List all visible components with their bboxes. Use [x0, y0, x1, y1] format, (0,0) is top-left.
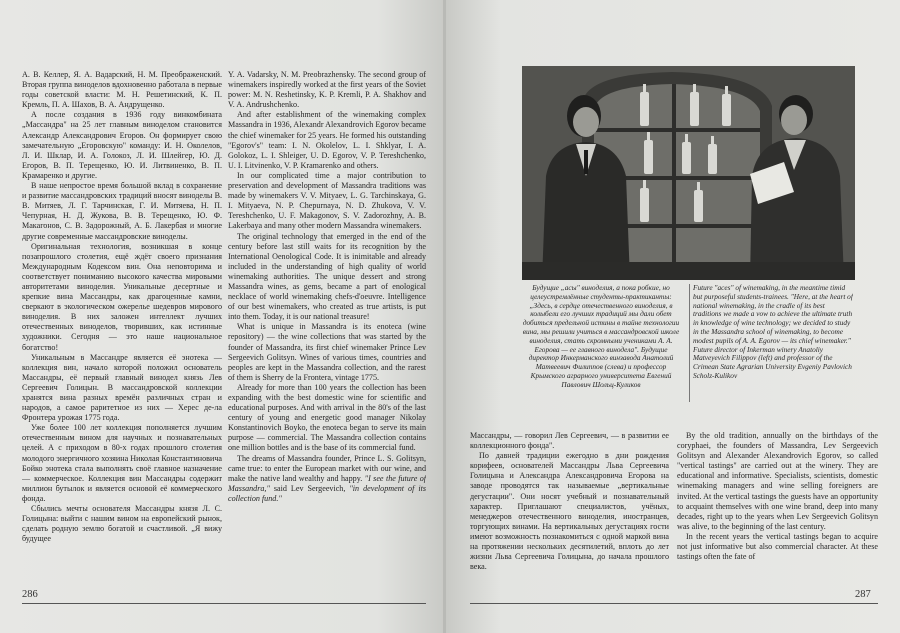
paragraph: Уникальным в Массандре является её энотека — коллекция вин, начало которой положил основатель Массандры, её первый главный винодел князь Лев Сергеевич Голицын. В массандровской коллекции хранятся вина разных времён различных стран и народов, а самое раритетное из них — Херес де-ла Фронтера урожая 1775 года.: [22, 352, 222, 423]
right-column-russian: [470, 431, 669, 581]
paragraph: В наше непростое время большой вклад в сохранение и развитие массандровских традиций вносят виноделы В. В. Митяев, Л. Г. Тарчинская, Г. И. Митяева, Н. П. Чепурная, Н. Д. Жукова, В. В. Терещенко, Ю. Ф. Макагонов, С. В. Задорожный, А. Б. Лакербая и многие другие современные массандровские виноделы.: [22, 181, 222, 241]
paragraph: In our complicated time a major contribution to preservation and development of Massandra traditions was made by winemakers V. V. Mityaev, L. G. Tarchinskaya, G. I. Mityaeva, N. P. Chepurnaya, N. D. Zhukova, V. V. Tereshchenko, U. F. Makagonov, S. V. Zadorozhny, A. B. Lakerbaya and many other modern Massandra winemakers.: [228, 170, 426, 231]
paragraph: Already for more than 100 years the collection has been expanding with the best domestic wine for scientific and educational purposes. And with arrival in the 80's of the last century of young and energetic good manager Nikolay Konstantinovich Boyko, the enoteca began to serve its main purpose — commercial. The Massandra collection contains one million bottles and is the base of its commercial fund.: [228, 382, 426, 453]
photo-caption-russian: Будущие „асы" виноделия, а пока робкие, но целеустремлённые студенты-практиканты: „Здесь, в сердце отечественного виноделия, в колыбели его лучших традиций мы дали обет добиться предельной истины в тайне технологии вина, мы решили учиться в массандровской школе виноделия, стать скромными учениками А. А. Егорова — ее главного винодела". Будущие директор Инкерманского винзавода Анатолий Матвеевич Филиппов (слева) и профессор Крымского аграрного университета Евгений Павлович Шольц-Куликов: [522, 284, 680, 389]
left-column-english: [228, 70, 426, 590]
left-page: [0, 0, 444, 633]
paragraph: [228, 454, 426, 504]
paragraph: Массандры, — говорил Лев Сергеевич, — в развитии ее коллекционного фонда".: [470, 431, 669, 451]
paragraph: Уже более 100 лет коллекция пополняется лучшим отечественным вином для научных и познавательных целей. А с приходом в 80-х годах прошлого столетия молодого энергичного хозяина Николая Константиновича Бойко энотека стала выполнять своё главное назначение — коммерческое. Коллекция вин Массандры содержит миллион бутылок и является основой её коммерческого фонда.: [22, 423, 222, 503]
photo-caption-english: Future "aces" of winemaking, in the meantime timid but purposeful students-trainees. "Here, at the heart of national winemaking, in the cradle of its best traditions we made a vow to achieve the ultimate truth in knowledge of wine technology; we decided to study in the Massandra school of winemaking, to become modest pupils of A. A. Egorov — its chief winemaker." Future director of Inkerman winery Anatoliy Matveyevich Filippov (left) and professor of the Crimean State Agrarian University Evgeniy Pavlovich Scholz-Kulikov: [689, 284, 853, 402]
paragraph-text: The dreams of Massandra founder, Prince L. S. Golitsyn, came true: to enter the European market with our wine, and make the native land wealthy and happy.: [228, 453, 426, 483]
footer-rule-right: [470, 603, 878, 604]
paragraph: By the old tradition, annually on the birthdays of the coryphaei, the founders of Massandra, Lev Sergeevich Golitsyn and Alexander Alexandrovich Egorov, so called "vertical tastings" are carried out at the winery. They are educational and informative. Specialists, scientists, domestic winemaking managers and wine selling foreigners are invited. At the vertical tastings the guests have an opportunity to acquaint themselves with one wine brand, deep into many decades, right up to the years when Lev Sergeevich Golitsyn was alive, to the beginning of the last century.: [677, 431, 878, 531]
quote-text: "I see the future of Massandra,": [228, 473, 426, 493]
paragraph-text: said Lev Sergeevich,: [269, 483, 350, 493]
page-number-left: 286: [22, 589, 38, 600]
paragraph: And after establishment of the winemaking complex Massandra in 1936, Alexandr Alexandrovich Egorov became the chief winemaker for 25 years. He formed his outstanding "Egorov's" team: I. N. Okolelov, L. I. Shklyar, I. A. Golokoz, L. I. Shleiger, U. D. Egorov, V. P. Tereshchenko, U. I. Litvinenko, V. P. Kramarenko and others.: [228, 110, 426, 170]
right-column-english: [677, 431, 878, 581]
quote-text: "in development of its collection fund.": [228, 483, 426, 503]
paragraph: Оригинальная технология, возникшая в конце позапрошлого столетия, ещё ждёт своего признания Международным Кодексом вин. Она неповторима и соответствует пониманию высокого качества мировыми авторитетами виноделия. Уникальные десертные и крепкие вина Массандры, как драгоценные камни, сверкают в экологическом ожерелье шедевров мирового виноделия. В них заложен интеллект лучших отечественных виноделов, творивших, как истинные художники. Сегодня — это наше национальное богатство!: [22, 241, 222, 352]
paragraph: А. В. Келлер, Я. А. Вадарский, Н. М. Преображенский. Вторая группа виноделов вдохновенно работала в первые годы советской власти: М. Н. Решетинский, К. П. Кремль, П. А. Шахов, В. А. Андрущенко.: [22, 70, 222, 110]
paragraph: По давней традиции ежегодно в дни рождения корифеев, основателей Массандры Льва Сергеевича Голицына и Александра Александровича Егорова на заводе проводятся так называемые „вертикальные дегустации". Они носят учебный и познавательный характер. Приглашают специалистов, учёных, менеджеров отечественного виноделия, иностранцев, торгующих винами. На вертикальных дегустациях гости имеют возможность познакомиться с одной маркой вина на протяжении нескольких десятилетий, вплоть до лет жизни Льва Сергеевича Голицына, до начала прошлого века.: [470, 451, 669, 572]
footer-rule-left: [22, 603, 426, 604]
paragraph: The original technology that emerged in the end of the century before last still waits for its recognition by the International Oenological Code. It is inimitable and already included in the understanding of high quality of world winemaking authorities. The unique dessert and strong Massandra wines, as gems, became a part of enological necklace of world winemaking chefs-d'oeuvre. Intelligence of our best winemakers, who created as true artists, is put into them. Today, it is our national treasure!: [228, 231, 426, 322]
left-column-russian: [22, 70, 222, 590]
archival-photo: [522, 66, 855, 280]
page-number-right: 287: [855, 589, 871, 600]
paragraph: In the recent years the vertical tastings began to acquire not just informative but also commercial character. At these tastings often the fate of: [677, 531, 878, 562]
paragraph: А после создания в 1936 году винкомбината „Массандра" на 25 лет главным виноделом становится Александр Александрович Егоров. Он формирует свою замечательную „Егоровскую" команду: И. Н. Околелов, Л. И. Шклар, И. А. Голокоз, Л. И. Шлейгер, Ю. Д. Егоров, В. П. Терещенко, Ю. И. Литвиненко, В. П. Крамаренко и другие.: [22, 110, 222, 180]
paragraph: What is unique in Massandra is its enoteca (wine repository) — the wine collections that was started by the founder of Massandra, its first chief winemaker Prince Lev Sergeevich Golitsyn. Wines of various times, countries and peoples are kept in the Massandra collection, and the rarest of them is Sherry de la Frontera, vintage 1775.: [228, 322, 426, 382]
paragraph: Сбылись мечты основателя Массандры князя Л. С. Голицына: выйти с нашим вином на европейский рынок, сделать родную землю богатой и счастливой. „Я вижу будущее: [22, 504, 222, 544]
paragraph: Y. A. Vadarsky, N. M. Preobrazhensky. The second group of winemakers inspiredly worked at the first years of the Soviet power: M. N. Reshetinsky, K. P. Kremli, P. A. Shakhov and V. A. Andrushchenko.: [228, 70, 426, 110]
photo-illustration: [522, 66, 855, 280]
